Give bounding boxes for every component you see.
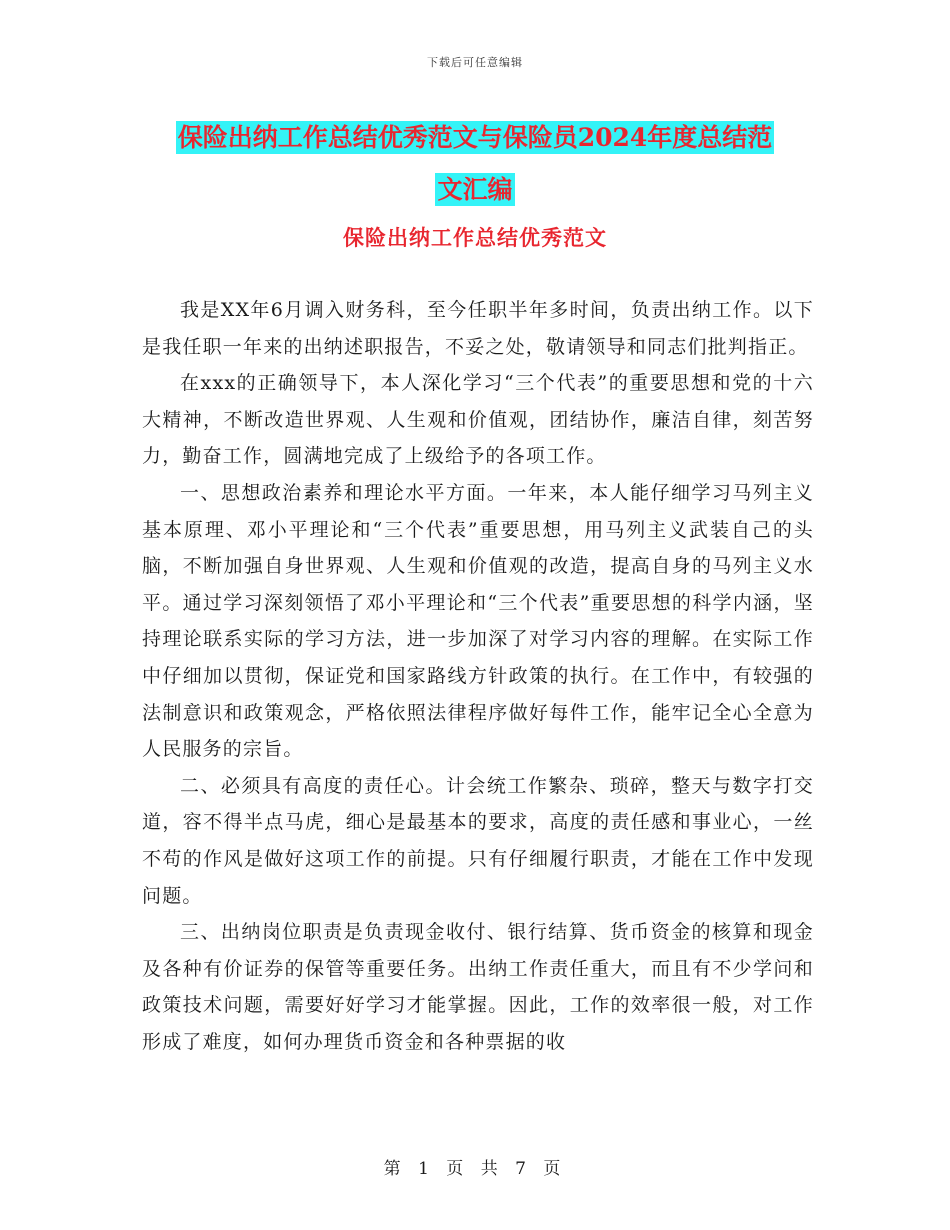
paragraph: 我是XX年6月调入财务科，至今任职半年多时间，负责出纳工作。以下是我任职一年来的出纳述职报告，不妥之处，敬请领导和同志们批判指正。: [142, 299, 814, 358]
paragraph: 二、必须具有高度的责任心。计会统工作繁杂、琐碎，整天与数字打交道，容不得半点马虎，细心是最基本的要求，高度的责任感和事业心，一丝不苟的作风是做好这项工作的前提。只有仔细履行职责，才能在工作中发现问题。: [142, 774, 814, 907]
page-header-note: 下载后可任意编辑: [427, 56, 523, 69]
page-number: 第 1 页 共 7 页: [383, 1159, 567, 1179]
section-title: 保险出纳工作总结优秀范文: [343, 225, 607, 250]
document-title: [0, 112, 950, 216]
paragraph: 三、出纳岗位职责是负责现金收付、银行结算、货币资金的核算和现金及各种有价证券的保管等重要任务。出纳工作责任重大，而且有不少学问和政策技术问题，需要好好学习才能掌握。因此，工作的效率很一般，对工作形成了难度，如何办理货币资金和各种票据的收: [142, 921, 814, 1053]
paragraph: 一、思想政治素养和理论水平方面。一年来，本人能仔细学习马列主义基本原理、邓小平理论和“三个代表”重要思想，用马列主义武装自己的头脑，不断加强自身世界观、人生观和价值观的改造，提高自身的马列主义水平。通过学习深刻领悟了邓小平理论和“三个代表”重要思想的科学内涵，坚持理论联系实际的学习方法，进一步加深了对学习内容的理解。在实际工作中仔细加以贯彻，保证党和国家路线方针政策的执行。在工作中，有较强的法制意识和政策观念，严格依照法律程序做好每件工作，能牢记全心全意为人民服务的宗旨。: [142, 481, 814, 761]
document-title-line1: 保险出纳工作总结优秀范文与保险员2024年度总结范: [177, 123, 773, 152]
document-body: [142, 292, 814, 1060]
document-title-line2: 文汇编: [437, 175, 513, 204]
paragraph: 在xxx的正确领导下，本人深化学习“三个代表”的重要思想和党的十六大精神，不断改造世界观、人生观和价值观，团结协作，廉洁自律，刻苦努力，勤奋工作，圆满地完成了上级给予的各项工作。: [142, 372, 814, 468]
